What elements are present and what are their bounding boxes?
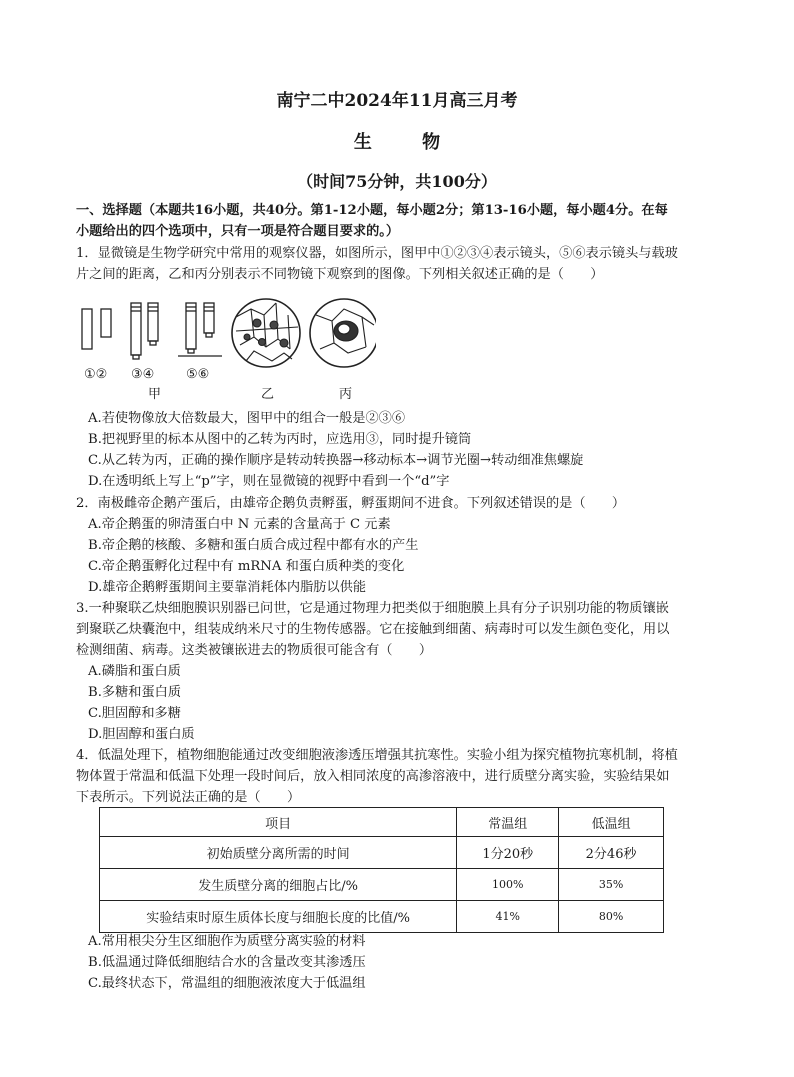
objective-distance-6 [204, 303, 214, 337]
group-label-jia: 甲 [148, 387, 162, 402]
q3-stem-line3: 检测细菌、病毒。这类被镶嵌进去的物质很可能含有（ ） [76, 643, 433, 658]
q2-option-c: C.帝企鹅蛋孵化过程中有 mRNA 和蛋白质种类的变化 [88, 559, 405, 574]
q4-stem-line2: 物体置于常温和低温下处理一段时间后，放入相同浓度的高渗溶液中，进行质壁分离实验，实验结果如 [76, 769, 670, 784]
q3-option-d: D.胆固醇和蛋白质 [88, 727, 195, 742]
label-bing: 丙 [339, 387, 353, 402]
q1-option-c: C.从乙转为丙，正确的操作顺序是转动转换器→移动标本→调节光圈→转动细准焦螺旋 [88, 453, 584, 468]
table-cell: 实验结束时原生质体长度与细胞长度的比值/% [100, 901, 457, 933]
q2-stem: 2．南极雌帝企鹅产蛋后，由雄帝企鹅负责孵蛋，孵蛋期间不进食。下列叙述错误的是（ ） [76, 496, 626, 511]
table-cell: 1分20秒 [457, 837, 559, 869]
table-row [100, 869, 664, 901]
table-header-row [100, 808, 664, 837]
q4-option-c: C.最终状态下，常温组的细胞液浓度大于低温组 [88, 976, 366, 991]
table-row [100, 901, 664, 933]
q2-option-a: A.帝企鹅蛋的卵清蛋白中 N 元素的含量高于 C 元素 [88, 517, 391, 532]
subject-title: 生 物 [353, 132, 463, 153]
table-cell: 100% [457, 869, 559, 901]
view-yi [232, 299, 300, 367]
objective-lens-4 [148, 303, 158, 345]
label-yi: 乙 [261, 387, 275, 402]
q4-option-b: B.低温通过降低细胞结合水的含量改变其渗透压 [88, 955, 366, 970]
eyepiece-lens-1 [82, 309, 92, 349]
q4-option-a: A.常用根尖分生区细胞作为质壁分离实验的材料 [88, 934, 366, 949]
q1-option-a: A.若使物像放大倍数最大，图甲中的组合一般是②③⑥ [88, 411, 406, 426]
view-bing [310, 299, 376, 367]
q3-option-c: C.胆固醇和多糖 [88, 706, 181, 721]
q4-stem-line3: 下表所示。下列说法正确的是（ ） [76, 790, 301, 805]
lens-label-12: ①② [84, 367, 108, 382]
q3-stem-line2: 到聚联乙炔囊泡中，组装成纳米尺寸的生物传感器。它在接触到细菌、病毒时可以发生颜色变化，用以 [76, 622, 670, 637]
table-header-normal: 常温组 [457, 808, 559, 837]
table-cell: 初始质壁分离所需的时间 [100, 837, 457, 869]
table-row [100, 837, 664, 869]
table-cell: 发生质壁分离的细胞占比/% [100, 869, 457, 901]
time-info: （时间75分钟，共100分） [297, 172, 497, 191]
q1-stem-line2: 片之间的距离，乙和丙分别表示不同物镜下观察到的图像。下列相关叙述正确的是（ ） [76, 267, 604, 282]
objective-distance-5 [186, 303, 196, 353]
q3-stem-line1: 3.一种聚联乙炔细胞膜识别器已问世，它是通过物理力把类似于细胞膜上具有分子识别功能的物质镶嵌 [76, 601, 669, 616]
table-header-item: 项目 [100, 808, 457, 837]
q1-option-b: B.把视野里的标本从图中的乙转为丙时，应选用③，同时提升镜筒 [88, 432, 472, 447]
table-header-low: 低温组 [559, 808, 664, 837]
lens-label-34: ③④ [131, 367, 155, 382]
table-cell: 2分46秒 [559, 837, 664, 869]
table-cell: 41% [457, 901, 559, 933]
section-heading-line2: 小题给出的四个选项中，只有一项是符合题目要求的。） [76, 224, 400, 239]
eyepiece-lens-2 [101, 309, 111, 337]
q3-option-a: A.磷脂和蛋白质 [88, 664, 181, 679]
lens-label-56: ⑤⑥ [186, 367, 210, 382]
experiment-results-table [99, 807, 664, 933]
q2-option-d: D.雄帝企鹅孵蛋期间主要靠消耗体内脂肪以供能 [88, 580, 367, 595]
exam-title: 南宁二中2024年11月高三月考 [276, 91, 518, 111]
objective-lens-3 [131, 303, 141, 359]
section-heading-line1: 一、选择题（本题共16小题，共40分。第1-12小题，每小题2分；第13-16小题，每小题4分。在每 [76, 203, 668, 218]
q1-option-d: D.在透明纸上写上“p”字，则在显微镜的视野中看到一个“d”字 [88, 474, 450, 489]
q4-stem-line1: 4．低温处理下，植物细胞能通过改变细胞液渗透压增强其抗寒性。实验小组为探究植物抗寒机制，将植 [76, 748, 678, 763]
microscope-figure [76, 295, 376, 405]
q2-option-b: B.帝企鹅的核酸、多糖和蛋白质合成过程中都有水的产生 [88, 538, 419, 553]
q1-stem-line1: 1．显微镜是生物学研究中常用的观察仪器，如图所示，图甲中①②③④表示镜头，⑤⑥表示镜头与载玻 [76, 246, 678, 261]
table-cell: 80% [559, 901, 664, 933]
q3-option-b: B.多糖和蛋白质 [88, 685, 182, 700]
table-cell: 35% [559, 869, 664, 901]
